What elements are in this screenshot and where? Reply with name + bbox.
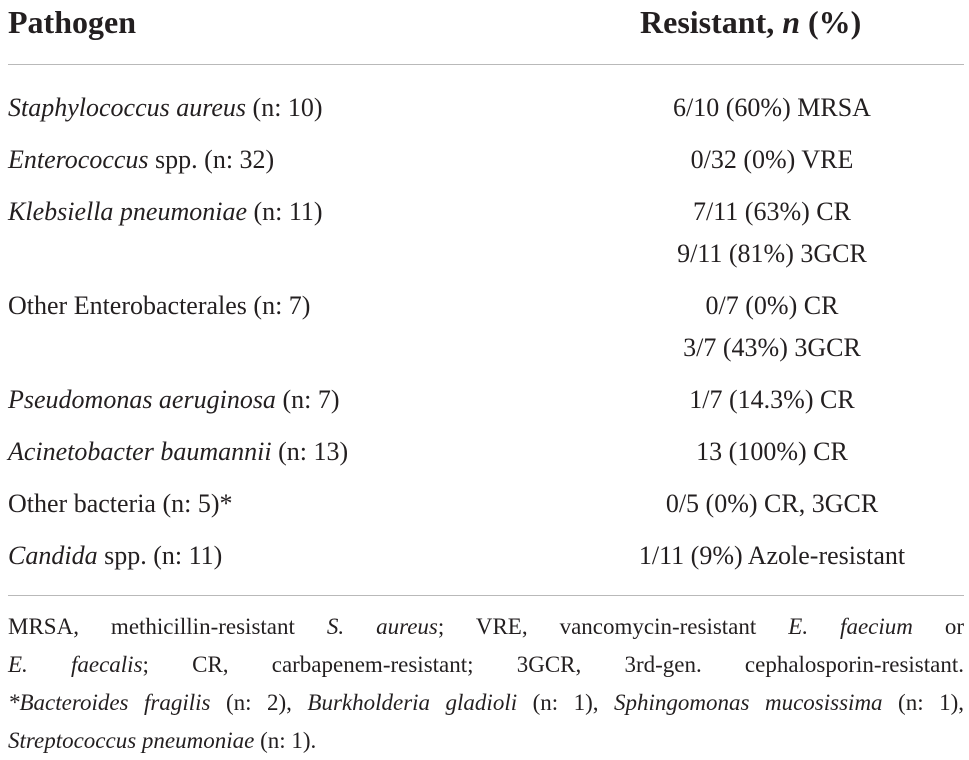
resistance-cell: 13 (100%) CR xyxy=(696,437,848,466)
resistance-cell: 1/11 (9%) Azole-resistant xyxy=(638,541,906,570)
table-row xyxy=(0,86,969,138)
resistance-cell: 1/7 (14.3%) CR xyxy=(689,385,855,414)
footnote-line: E. faecalis; CR, carbapenem-resistant; 3GCR, 3rd-gen. cephalosporin-resistant. xyxy=(8,652,964,677)
table-row xyxy=(0,482,969,534)
footer-rule xyxy=(8,595,964,596)
pathogen-cell: Other bacteria (n: 5)* xyxy=(8,489,233,518)
resistance-cell: 6/10 (60%) MRSA xyxy=(673,93,871,122)
header-resistant: Resistant, n (%) xyxy=(640,4,862,40)
header-pathogen: Pathogen xyxy=(8,4,136,40)
resistance-cell: 0/5 (0%) CR, 3GCR xyxy=(665,489,879,518)
footnote-line: Streptococcus pneumoniae (n: 1). xyxy=(8,728,317,753)
table-footnote xyxy=(8,608,964,760)
table-header xyxy=(0,0,969,64)
pathogen-cell: Enterococcus spp. (n: 32) xyxy=(8,145,275,174)
pathogen-cell: Klebsiella pneumoniae (n: 11) xyxy=(8,197,323,226)
pathogen-cell: Acinetobacter baumannii (n: 13) xyxy=(8,437,349,466)
pathogen-cell: Pseudomonas aeruginosa (n: 7) xyxy=(8,385,340,414)
table-row xyxy=(0,138,969,190)
resistance-cell: 0/32 (0%) VRE xyxy=(690,145,854,174)
footnote-line: *Bacteroides fragilis (n: 2), Burkholderia gladioli (n: 1), Sphingomonas mucosissima (n: 1), xyxy=(8,690,965,715)
table-row xyxy=(0,534,969,586)
table-row xyxy=(0,378,969,430)
resistance-cell: 7/11 (63%) CR 9/11 (81%) 3GCR xyxy=(677,197,867,268)
resistance-cell: 0/7 (0%) CR 3/7 (43%) 3GCR xyxy=(683,291,861,362)
table-row xyxy=(0,430,969,482)
footnote-line: MRSA, methicillin-resistant S. aureus; VRE, vancomycin-resistant E. faecium or xyxy=(8,614,965,639)
table-row xyxy=(0,190,969,284)
pathogen-cell: Other Enterobacterales (n: 7) xyxy=(8,291,311,320)
pathogen-cell: Staphylococcus aureus (n: 10) xyxy=(8,93,323,122)
table-body xyxy=(0,86,969,586)
table-row xyxy=(0,284,969,378)
header-rule xyxy=(8,64,964,65)
pathogen-cell: Candida spp. (n: 11) xyxy=(8,541,223,570)
